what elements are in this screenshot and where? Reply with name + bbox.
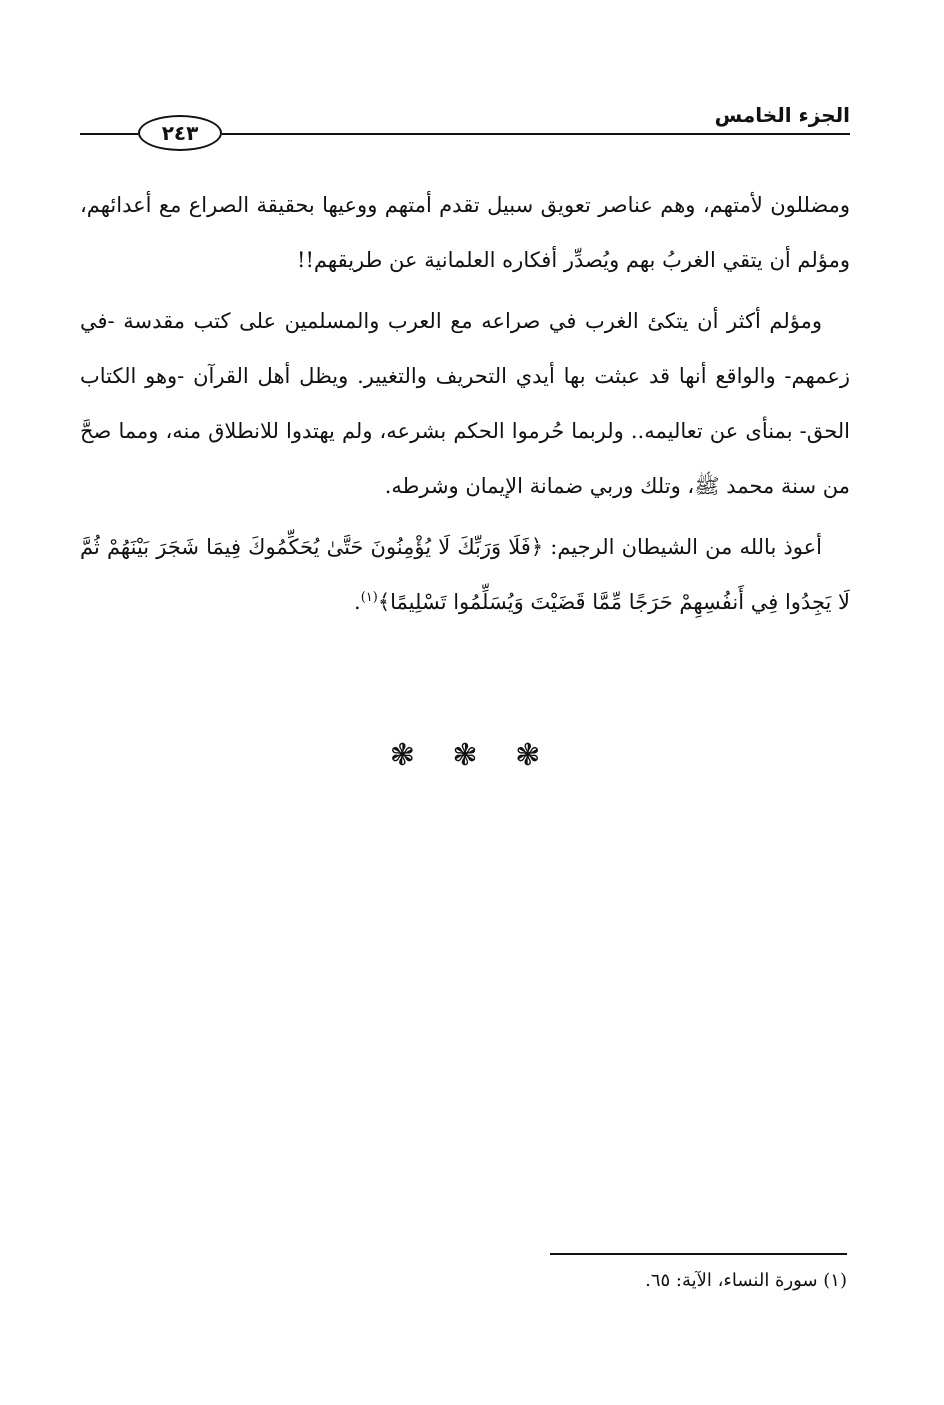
header-rule-right: [222, 133, 850, 135]
footnote-rule: [550, 1253, 847, 1255]
paragraph-3: [80, 520, 850, 630]
paragraph-1: ومضللون لأمتهم، وهم عناصر تعويق سبيل تقدم أمتهم ووعيها بحقيقة الصراع مع أعدائهم، ومؤلم أن يتقي الغربُ بهم ويُصدِّر أفكاره العلمانية عن طريقهم!!: [80, 193, 850, 272]
footnote: (١) سورة النساء، الآية: ٦٥.: [645, 1270, 847, 1291]
flower-ornament-icon: ❃: [452, 738, 492, 773]
page-number: ٢٤٣: [138, 115, 222, 151]
running-title: الجزء الخامس: [714, 103, 850, 127]
quran-verse: ﴿فَلَا وَرَبِّكَ لَا يُؤْمِنُونَ حَتَّىٰ يُحَكِّمُوكَ فِيمَا شَجَرَ بَيْنَهُمْ ثُمَّ لَا يَجِدُوا فِي أَنفُسِهِمْ حَرَجًا مِّمَّا قَضَيْتَ وَيُسَلِّمُوا تَسْلِيمًا﴾: [80, 535, 850, 614]
header-rule-left: [80, 133, 138, 135]
section-separator: [0, 738, 944, 773]
footnote-reference: (١): [360, 590, 378, 605]
flower-ornament-icon: ❃: [515, 738, 555, 773]
body-text: [80, 178, 850, 636]
paragraph-2: ومؤلم أكثر أن يتكئ الغرب في صراعه مع العرب والمسلمين على كتب مقدسة -في زعمهم- والواقع أنها قد عبثت بها أيدي التحريف والتغيير. ويظل أهل القرآن -وهو الكتاب الحق- بمنأى عن تعاليمه.. ولربما حُرموا الحكم بشرعه، ولم يهتدوا للانطلاق منه، ومما صحَّ من سنة محمد ﷺ، وتلك وربي ضمانة الإيمان وشرطه.: [80, 309, 850, 498]
paragraph-end: .: [354, 590, 361, 614]
flower-ornament-icon: ❃: [389, 738, 429, 773]
page-header: [80, 95, 850, 155]
verse-intro: أعوذ بالله من الشيطان الرجيم:: [543, 535, 822, 559]
